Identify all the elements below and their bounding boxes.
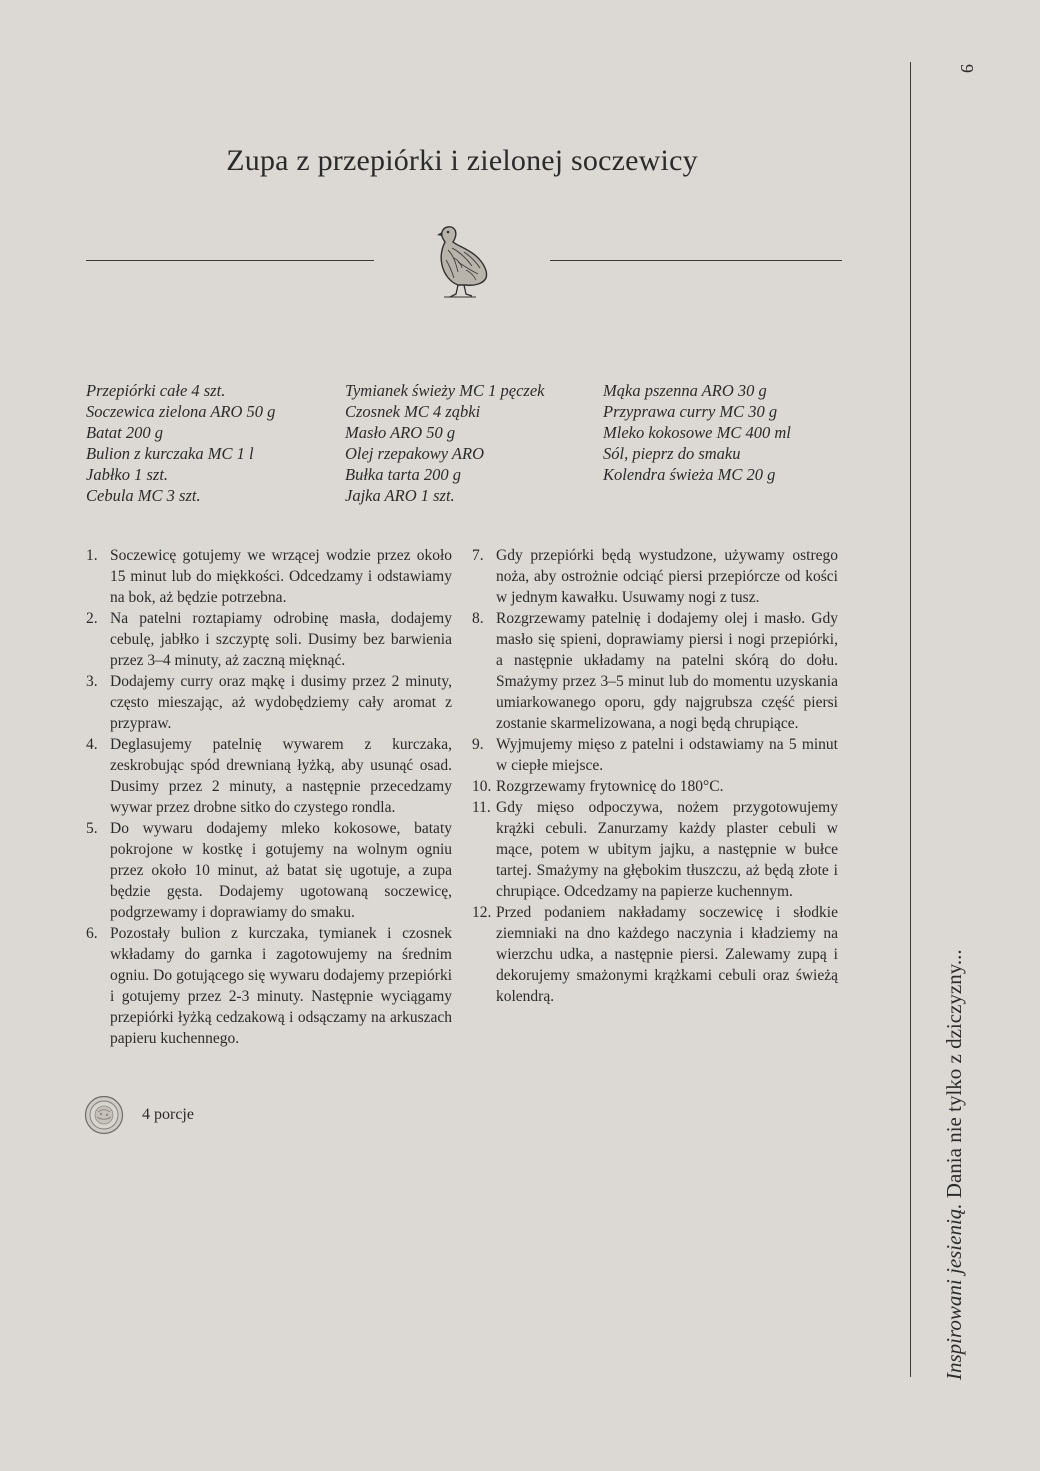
step-item [472, 608, 838, 734]
step-text: Na patelni roztapiamy odrobinę masła, dodajemy cebulę, jabłko i szczyptę soli. Dusimy bez barwienia przez 3–4 minuty, aż zaczną mięknąć. [110, 610, 452, 669]
step-text: Gdy mięso odpoczywa, nożem przygotowujemy krążki cebuli. Zanurzamy każdy plaster cebuli w mące, potem w ubitym jajku, a następnie w bułce tartej. Smażymy na głębokim tłuszczu, aż będą złote i chrupiące. Odcedzamy na papierze kuchennym. [496, 799, 838, 900]
ingredient-item: Olej rzepakowy ARO [345, 444, 485, 463]
ingredient-item: Jabłko 1 szt. [86, 465, 169, 484]
step-number: 6. [86, 925, 98, 942]
ingredient-item: Cebula MC 3 szt. [86, 486, 201, 505]
step-text: Soczewicę gotujemy we wrzącej wodzie przez około 15 minut lub do miękkości. Odcedzamy i odstawiamy na bok, aż będzie potrzebna. [110, 547, 452, 606]
page-number: 9 [957, 64, 977, 73]
page-title: Zupa z przepiórki i zielonej soczewicy [226, 144, 698, 177]
quail-icon [428, 222, 492, 300]
servings-label: 4 porcje [142, 1106, 194, 1123]
ingredients-column-1 [86, 380, 275, 506]
step-item [472, 797, 838, 902]
step-item [472, 776, 838, 797]
step-number: 9. [472, 736, 484, 753]
ingredient-item: Batat 200 g [86, 423, 163, 442]
step-item [472, 734, 838, 776]
step-number: 10. [472, 778, 492, 795]
step-item [86, 818, 452, 923]
step-item [472, 545, 838, 608]
step-number: 8. [472, 610, 484, 627]
step-number: 5. [86, 820, 98, 837]
divider-left [86, 260, 374, 261]
step-text: Przed podaniem nakładamy soczewicę i słodkie ziemniaki na dno każdego naczynia i kładziemy na wierzchu udka, a następnie piersi. Zalewamy zupą i dekorujemy smażonymi krążkami cebuli oraz świeżą kolendrą. [496, 904, 838, 1005]
step-item [86, 545, 452, 608]
ingredient-item: Przyprawa curry MC 30 g [603, 402, 778, 421]
step-text: Dodajemy curry oraz mąkę i dusimy przez 2 minuty, często mieszając, aż wydobędziemy cały aromat z przypraw. [110, 673, 452, 732]
ingredient-item: Sól, pieprz do smaku [603, 444, 741, 463]
ingredient-item: Czosnek MC 4 ząbki [345, 402, 481, 421]
step-text: Gdy przepiórki będą wystudzone, używamy ostrego noża, aby ostrożnie odciąć piersi przepiórcze od kości w jednym kawałku. Usuwamy nogi z tusz. [496, 547, 838, 606]
section-title-italic: Inspirowani jesienią. [942, 1203, 966, 1380]
step-text: Rozgrzewamy patelnię i dodajemy olej i masło. Gdy masło się spieni, doprawiamy piersi i nogi przepiórki, a następnie układamy na patelni skórą do dołu. Smażymy przez 3–5 minut lub do momentu uzyskania umiarkowanego oporu, gdy najgrubsza część piersi zostanie skarmelizowana, a nogi będą chrupiące. [496, 610, 838, 732]
section-running-title [942, 949, 967, 1380]
steps-column-left [86, 545, 452, 1049]
side-divider [910, 62, 911, 1377]
ingredient-item: Przepiórki całe 4 szt. [86, 381, 226, 400]
ingredients-column-2 [345, 380, 544, 506]
ingredient-item: Kolendra świeża MC 20 g [603, 465, 776, 484]
step-number: 4. [86, 736, 98, 753]
step-text: Rozgrzewamy frytownicę do 180°C. [496, 778, 724, 795]
ingredient-item: Mąka pszenna ARO 30 g [603, 381, 767, 400]
step-number: 1. [86, 547, 98, 564]
section-title-regular: Dania nie tylko z dziczyzny... [942, 949, 966, 1204]
step-item [86, 671, 452, 734]
step-number: 7. [472, 547, 484, 564]
step-text: Deglasujemy patelnię wywarem z kurczaka, zeskrobując spód drewnianą łyżką, aby usunąć osad. Dusimy przez 2 minuty, a następnie przecedzamy wywar przez drobne sitko do czystego rondla. [110, 736, 452, 816]
ingredient-item: Bulion z kurczaka MC 1 l [86, 444, 254, 463]
plate-icon [84, 1095, 124, 1135]
step-item [86, 608, 452, 671]
ingredient-item: Masło ARO 50 g [345, 423, 456, 442]
steps-column-right [472, 545, 838, 1007]
ingredients-column-3 [603, 380, 791, 485]
servings [84, 1095, 194, 1135]
ingredient-item: Bułka tarta 200 g [345, 465, 461, 484]
ingredient-item: Tymianek świeży MC 1 pęczek [345, 381, 545, 400]
step-text: Pozostały bulion z kurczaka, tymianek i czosnek wkładamy do garnka i zagotowujemy na średnim ogniu. Do gotującego się wywaru dodajemy przepiórki i gotujemy przez 2-3 minuty. Następnie wyciągamy przepiórki łyżką cedzakową i odsączamy na arkuszach papieru kuchennego. [110, 925, 452, 1047]
step-text: Do wywaru dodajemy mleko kokosowe, bataty pokrojone w kostkę i gotujemy na wolnym ogniu przez około 10 minut, aż batat się ugotuje, a zupa będzie gęsta. Dodajemy ugotowaną soczewicę, podgrzewamy i doprawiamy do smaku. [110, 820, 452, 921]
step-text: Wyjmujemy mięso z patelni i odstawiamy na 5 minut w ciepłe miejsce. [496, 736, 838, 774]
step-item [86, 923, 452, 1049]
step-item [472, 902, 838, 1007]
step-number: 3. [86, 673, 98, 690]
step-number: 12. [472, 904, 492, 921]
ingredient-item: Soczewica zielona ARO 50 g [86, 402, 276, 421]
ingredient-item: Mleko kokosowe MC 400 ml [603, 423, 791, 442]
step-number: 11. [472, 799, 491, 816]
divider-right [550, 260, 842, 261]
step-item [86, 734, 452, 818]
ingredient-item: Jajka ARO 1 szt. [345, 486, 455, 505]
step-number: 2. [86, 610, 98, 627]
